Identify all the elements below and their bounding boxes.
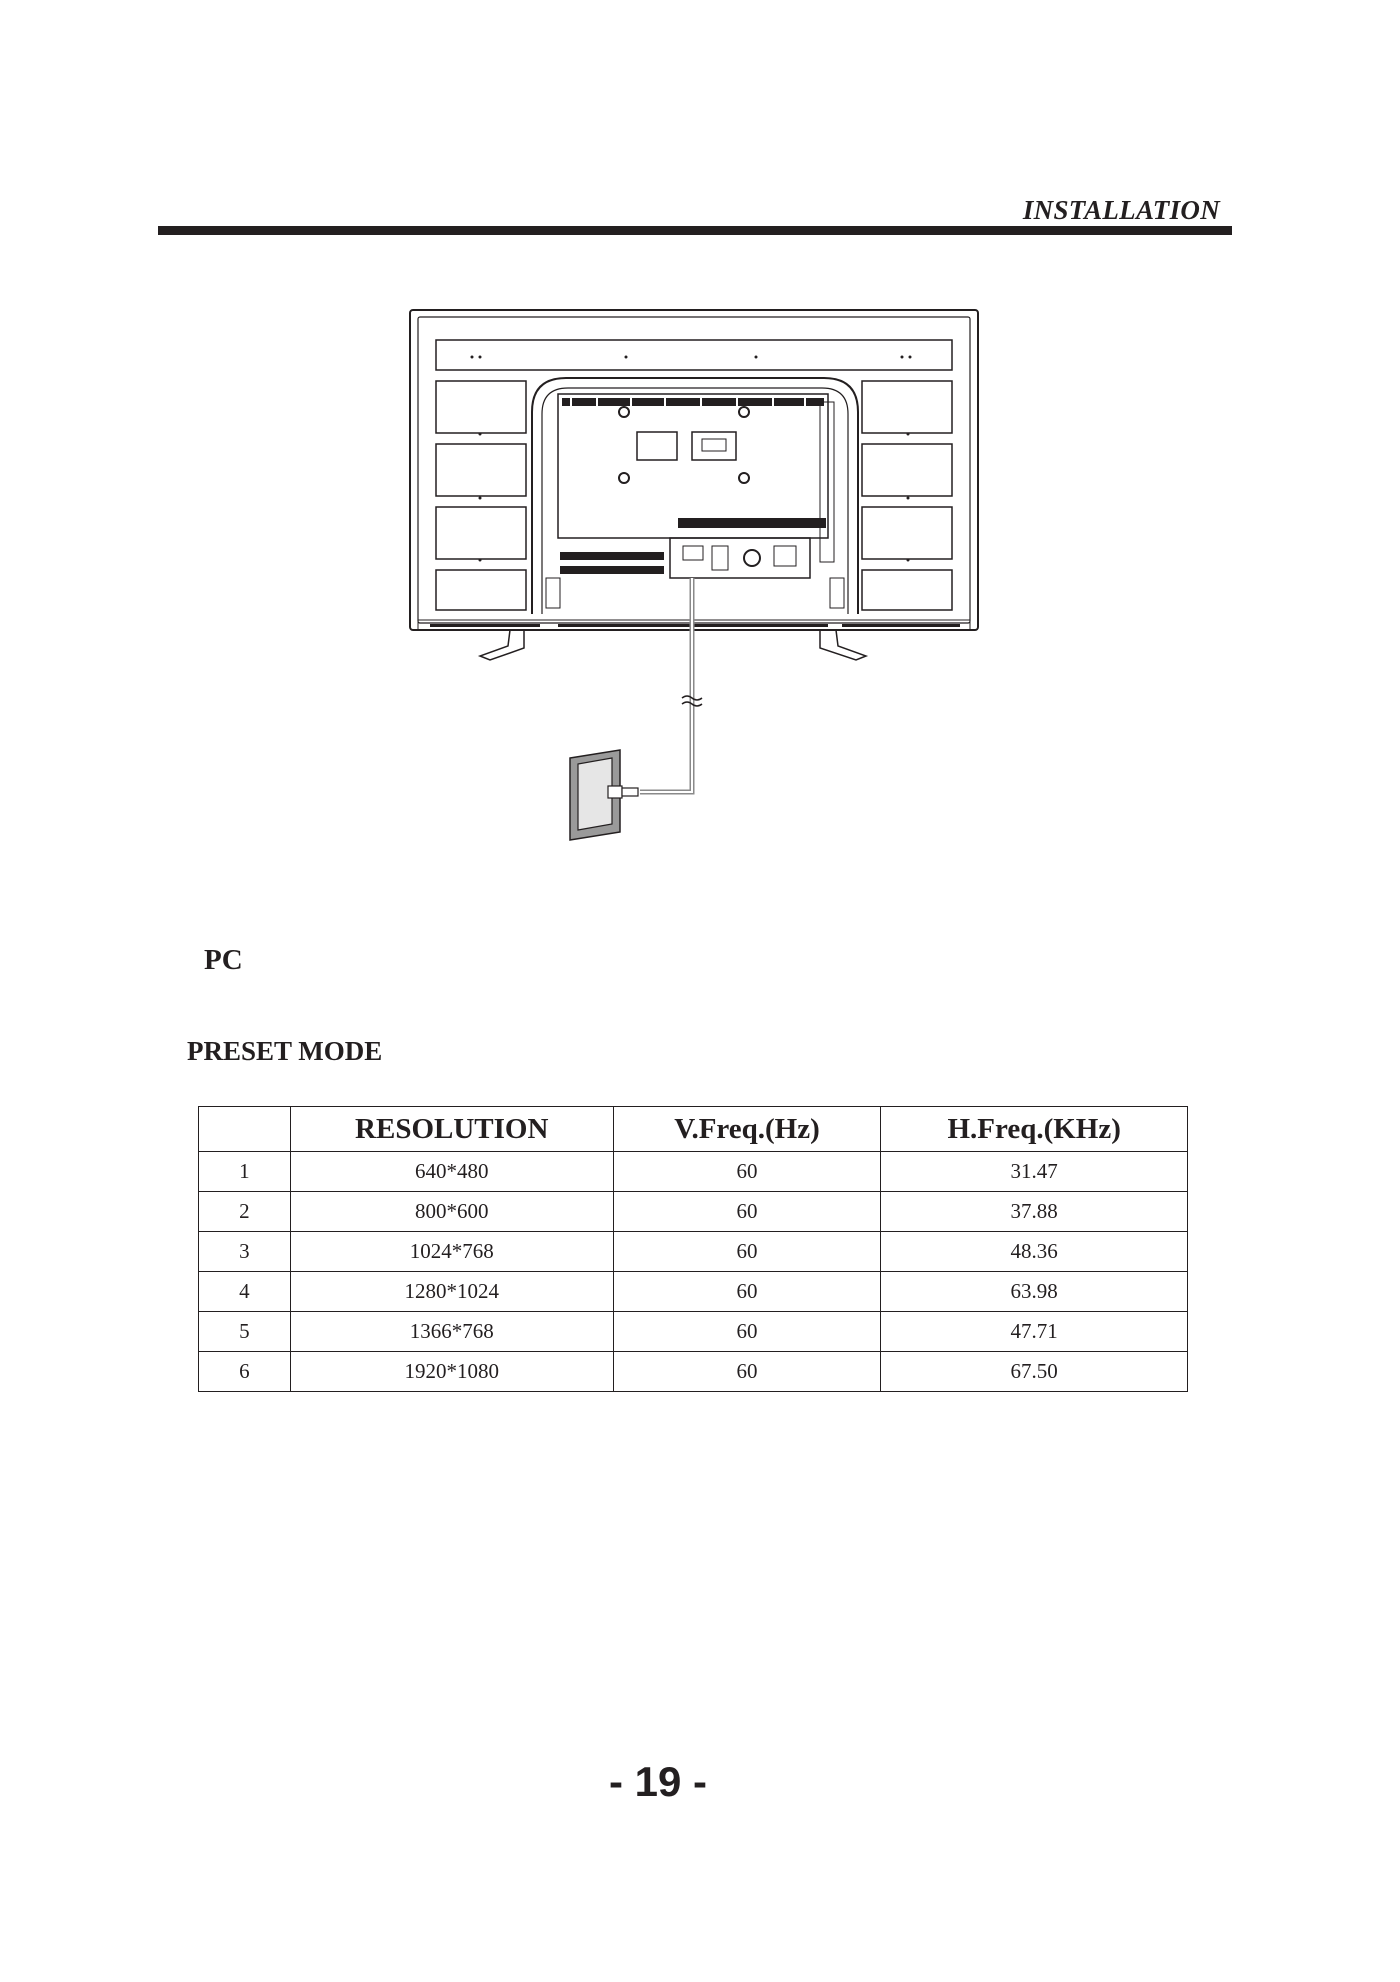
row-hfreq: 67.50 — [881, 1352, 1188, 1392]
row-index: 1 — [199, 1152, 291, 1192]
header-index — [199, 1107, 291, 1152]
row-hfreq: 47.71 — [881, 1312, 1188, 1352]
preset-mode-table — [198, 1106, 1188, 1392]
row-hfreq: 48.36 — [881, 1232, 1188, 1272]
row-vfreq: 60 — [613, 1272, 881, 1312]
left-stand — [480, 630, 524, 660]
header-hfreq: H.Freq.(KHz) — [881, 1107, 1188, 1152]
table-row — [199, 1192, 1188, 1232]
left-panel-3 — [436, 507, 526, 559]
left-panel-4 — [436, 570, 526, 610]
main-board — [558, 394, 828, 538]
row-index: 6 — [199, 1352, 291, 1392]
right-panel-4 — [862, 570, 952, 610]
wall-antenna-outlet — [570, 750, 638, 840]
row-vfreq: 60 — [613, 1232, 881, 1272]
row-hfreq: 37.88 — [881, 1192, 1188, 1232]
table-row — [199, 1352, 1188, 1392]
header-resolution: RESOLUTION — [290, 1107, 613, 1152]
row-index: 2 — [199, 1192, 291, 1232]
left-panel-1 — [436, 381, 526, 433]
tv-inner-frame — [418, 317, 970, 623]
row-resolution: 1366*768 — [290, 1312, 613, 1352]
right-panel-2 — [862, 444, 952, 496]
row-vfreq: 60 — [613, 1352, 881, 1392]
pc-heading: PC — [204, 944, 243, 976]
section-title: INSTALLATION — [1022, 195, 1220, 225]
top-panel — [436, 340, 952, 370]
row-vfreq: 60 — [613, 1192, 881, 1232]
page-number: - 19 - — [608, 1758, 708, 1805]
preset-mode-heading: PRESET MODE — [187, 1036, 383, 1066]
row-resolution: 1280*1024 — [290, 1272, 613, 1312]
antenna-cable — [640, 578, 692, 792]
table-row — [199, 1272, 1188, 1312]
row-resolution: 1920*1080 — [290, 1352, 613, 1392]
row-resolution: 800*600 — [290, 1192, 613, 1232]
row-resolution: 1024*768 — [290, 1232, 613, 1272]
header-vfreq: V.Freq.(Hz) — [613, 1107, 881, 1152]
table-row — [199, 1152, 1188, 1192]
right-panel-3 — [862, 507, 952, 559]
row-index: 4 — [199, 1272, 291, 1312]
tv-rear-illustration — [400, 302, 1000, 862]
row-vfreq: 60 — [613, 1312, 881, 1352]
table-header-row — [199, 1107, 1188, 1152]
table-row — [199, 1232, 1188, 1272]
row-hfreq: 31.47 — [881, 1152, 1188, 1192]
left-panel-2 — [436, 444, 526, 496]
right-stand — [820, 630, 866, 660]
header-rule — [158, 226, 1232, 235]
row-index: 3 — [199, 1232, 291, 1272]
row-resolution: 640*480 — [290, 1152, 613, 1192]
row-hfreq: 63.98 — [881, 1272, 1188, 1312]
right-panel-1 — [862, 381, 952, 433]
table-row — [199, 1312, 1188, 1352]
row-index: 5 — [199, 1312, 291, 1352]
row-vfreq: 60 — [613, 1152, 881, 1192]
connector-panel — [670, 538, 810, 578]
